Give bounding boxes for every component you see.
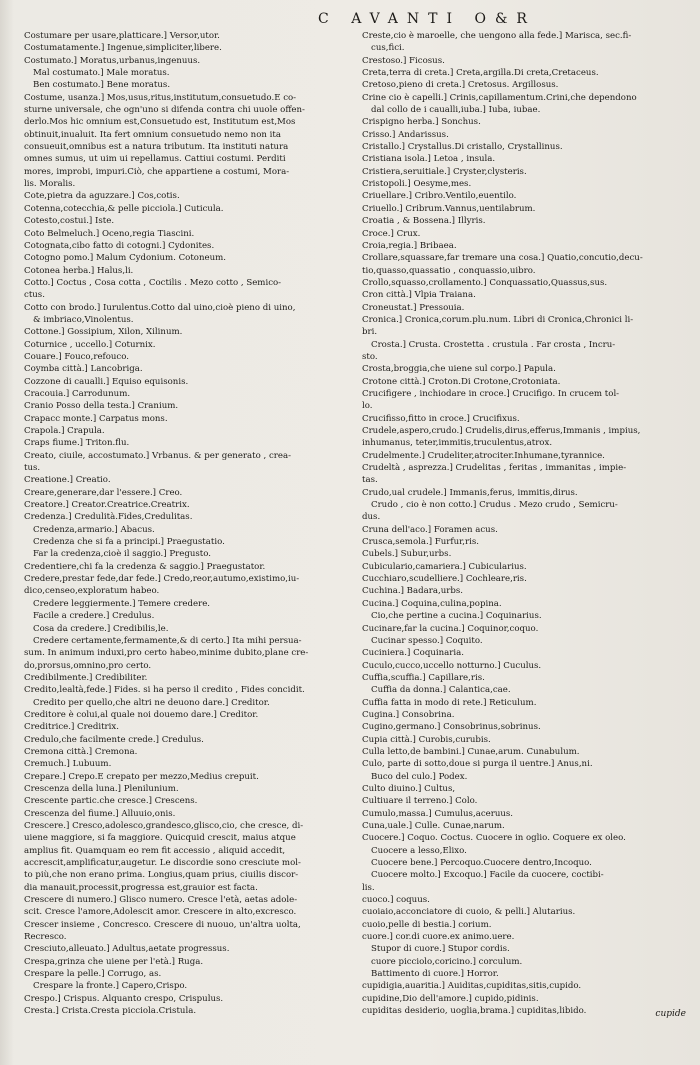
dictionary-entry: mores, improbi, impuri.Ciò, che appartiene a costumi, Mora-: [24, 166, 290, 177]
dictionary-entry: Cuocere.] Coquo. Coctus. Cuocere in oglio. Coquere ex oleo.: [362, 833, 626, 844]
dictionary-entry: cuoio,pelle di bestia.] corium.: [362, 919, 492, 930]
dictionary-entry: Cron città.] Vlpia Traiana.: [362, 290, 476, 301]
dictionary-entry: Crucifigere , inchiodare in croce.] Crucifigo. In crucem tol-: [362, 388, 620, 399]
dictionary-entry: Crollare,squassare,far tremare una cosa.] Quatio,concutio,decu-: [362, 253, 643, 264]
dictionary-entry: Crescente partic.che cresce.] Crescens.: [24, 796, 198, 807]
dictionary-entry: Credere,prestar fede,dar fede.] Credo,reor,autumo,existimo,iu-: [24, 574, 300, 585]
dictionary-entry: Crestoso.] Ficosus.: [362, 55, 445, 66]
dictionary-entry: Cristiera,seruitiale.] Cryster,clysteris.: [362, 166, 527, 177]
dictionary-entry: Crosta.] Crusta. Crostetta . crustula . Far crosta , Incru-: [371, 339, 616, 350]
dictionary-entry: Crispigno herba.] Sonchus.: [362, 117, 481, 128]
dictionary-entry: dia manauit,processit,progressa est,grauior est facta.: [24, 882, 258, 893]
dictionary-entry: Crapacc monte.] Carpatus mons.: [24, 413, 168, 424]
dictionary-entry: Cresta.] Crista.Cresta picciola.Cristula.: [24, 1006, 197, 1017]
dictionary-entry: Cremona città.] Cremona.: [24, 746, 138, 757]
dictionary-entry: scit. Cresce l'amore,Adolescit amor. Crescere in alto,excresco.: [24, 907, 297, 918]
dictionary-entry: cupidigia,auaritia.] Auiditas,cupiditas,sitis,cupido.: [362, 981, 582, 992]
dictionary-entry: Ben costumato.] Bene moratus.: [33, 80, 171, 91]
dictionary-entry: obtinuit,inualuit. Ita fert omnium consuetudo nemo non ita: [24, 129, 281, 140]
dictionary-entry: Crudele,aspero,crudo.] Crudelis,dirus,efferus,Immanis , impius,: [362, 426, 641, 436]
dictionary-entry: Cotenna,cotecchia,& pelle picciola.] Cuticula.: [24, 203, 224, 214]
dictionary-entry: Creatione.] Creatio.: [24, 475, 111, 486]
dictionary-entry: cuoiaio,acconciatore di cuoio, & pelli.] Alutarius.: [362, 907, 576, 918]
dictionary-entry: bri.: [362, 327, 378, 338]
dictionary-entry: Culto diuino.] Cultus,: [362, 783, 456, 794]
dictionary-entry: uiene maggiore, si fa maggiore. Quicquid crescit, maius atque: [24, 833, 296, 844]
dictionary-entry: Creste,cio è maroelle, che uengono alla fede.] Marisca, sec.fi-: [362, 31, 632, 41]
dictionary-entry: Cugino,germano.] Consobrinus,sobrinus.: [362, 722, 541, 733]
dictionary-entry: Crine cio è capelli.] Crinis,capillamentum.Crini,che dependono: [362, 92, 637, 103]
dictionary-entry: Cuocere a lesso,Elixo.: [371, 845, 467, 856]
dictionary-entry: Stupor di cuore.] Stupor cordis.: [371, 944, 510, 955]
dictionary-entry: Costumato.] Moratus,urbanus,ingenuus.: [24, 55, 201, 66]
dictionary-entry: cus,fici.: [371, 43, 405, 54]
dictionary-entry: Cristiana isola.] Letoa , insula.: [362, 154, 496, 165]
dictionary-entry: cupidine,Dio dell'amore.] cupido,pidinis.: [362, 993, 539, 1004]
dictionary-entry: Cotogno pomo.] Malum Cydonium. Cotoneum.: [24, 253, 227, 264]
dictionary-entry: Cuffia fatta in modo di rete.] Reticulum.: [362, 697, 537, 708]
dictionary-entry: Croia,regia.] Bribaea.: [362, 240, 457, 251]
dictionary-entry: Creato, ciuile, accostumato.] Vrbanus. & per generato , crea-: [24, 450, 291, 461]
dictionary-entry: sum. In animum induxi,pro certo habeo,minime dubito,plane cre-: [24, 648, 309, 659]
dictionary-entry: Cracouia.] Carrodunum.: [24, 388, 131, 399]
dictionary-entry: Cretoso,pieno di creta.] Cretosus. Argillosus.: [362, 80, 559, 91]
dictionary-entry: Cuchina.] Badara,urbs.: [362, 586, 463, 597]
dictionary-entry: Cuculo,cucco,uccello notturno.] Cuculus.: [362, 660, 542, 671]
dictionary-entry: Cranio Posso della testa.] Cranium.: [24, 401, 179, 412]
dictionary-entry: Cronica.] Cronica,corum.plu.num. Libri di Cronica,Chronici li-: [362, 314, 634, 325]
dictionary-entry: Credibilmente.] Credibiliter.: [24, 672, 148, 683]
dictionary-entry: lis.: [362, 882, 375, 893]
dictionary-entry: Cotto con brodo.] Iurulentus.Cotto dal uino,cioè pieno di uino,: [24, 302, 296, 313]
dictionary-entry: Creare,generare,dar l'essere.] Creo.: [24, 487, 183, 498]
dictionary-entry: Crespo.] Crispus. Alquanto crespo, Crispulus.: [24, 993, 224, 1004]
dictionary-entry: Cuna,uale.] Culle. Cunae,narum.: [362, 821, 505, 831]
dictionary-entry: tus.: [24, 463, 41, 474]
dictionary-entry: Credere certamente,fermamente,& di certo.] Ita mihi persua-: [33, 635, 302, 646]
dictionary-entry: Cresciuto,alleuato.] Adultus,aetate progressus.: [24, 944, 230, 955]
dictionary-entry: Crespare la fronte.] Capero,Crispo.: [33, 981, 188, 992]
dictionary-entry: Cristopoli.] Oesyme,mes.: [362, 179, 472, 190]
dictionary-entry: tio,quasso,quassatio , conquassio,uibro.: [362, 265, 536, 276]
dictionary-entry: Cucina.] Coquina,culina,popina.: [362, 598, 502, 609]
dictionary-entry: Creditrice.] Creditrix.: [24, 722, 119, 733]
dictionary-entry: Cuffia da donna.] Calantica,cae.: [371, 685, 511, 696]
dictionary-entry: Coturnice , uccello.] Coturnix.: [24, 339, 156, 350]
dictionary-entry: lis. Moralis.: [24, 179, 76, 190]
dictionary-entry: Cristallo.] Crystallus.Di cristallo, Crystallinus.: [362, 142, 563, 153]
dictionary-entry: Cio,che pertine a cucina.] Coquinarius.: [371, 611, 542, 622]
dictionary-entry: Culla letto,de bambini.] Cunae,arum. Cunabulum.: [362, 746, 580, 757]
dictionary-entry: Cumulo,massa.] Cumulus,aceruus.: [362, 808, 514, 819]
dictionary-entry: Cruna dell'aco.] Foramen acus.: [362, 524, 498, 535]
dictionary-entry: Crescenza della luna.] Plenilunium.: [24, 783, 179, 794]
dictionary-entry: Cotognata,cibo fatto di cotogni.] Cydonites.: [24, 240, 215, 251]
dictionary-entry: Crudo , cio è non cotto.] Crudus . Mezo crudo , Semicru-: [371, 500, 618, 511]
columns: [24, 30, 690, 1018]
dictionary-entry: Credito,lealtà,fede.] Fides. si ha perso il credito , Fides concidit.: [24, 685, 305, 696]
catchword: cupide: [655, 1009, 686, 1019]
dictionary-entry: Crudo,ual crudele.] Immanis,ferus, immitis,dirus.: [362, 487, 578, 498]
dictionary-entry: sturne universale, che ogn'uno si difenda contra chi uuole offen-: [24, 105, 305, 116]
dictionary-entry: dico,censeo,exploratum habeo.: [24, 586, 160, 597]
dictionary-entry: Crescenza del fiume.] Alluuio,onis.: [24, 808, 176, 819]
dictionary-entry: Cosa da credere.] Credibilis,le.: [33, 623, 169, 634]
dictionary-entry: Criuello.] Cribrum.Vannus,uentilabrum.: [362, 203, 536, 214]
dictionary-entry: lo.: [362, 401, 373, 412]
dictionary-entry: Creatore.] Creator.Creatrice.Creatrix.: [24, 500, 190, 511]
dictionary-entry: Recresco.: [24, 932, 67, 943]
dictionary-entry: & imbriaco,Vinolentus.: [33, 314, 134, 325]
dictionary-entry: Croatia , & Bossena.] Illyris.: [362, 216, 486, 227]
dictionary-entry: Far la credenza,cioè il saggio.] Pregusto.: [33, 549, 211, 560]
dictionary-entry: Croce.] Crux.: [362, 228, 421, 239]
dictionary-entry: sto.: [362, 351, 378, 362]
dictionary-entry: Mal costumato.] Male moratus.: [33, 68, 170, 79]
dictionary-entry: Crespare la pelle.] Corrugo, as.: [24, 969, 162, 980]
dictionary-entry: Crudeltà , asprezza.] Crudelitas , feritas , immanitas , impie-: [362, 463, 627, 474]
dictionary-entry: Crescere.] Cresco,adolesco,grandesco,glisco,cio, che cresce, di-: [24, 821, 304, 831]
dictionary-entry: Cucinar spesso.] Coquito.: [371, 635, 483, 646]
dictionary-entry: inhumanus, teter,immitis,truculentus,atrox.: [362, 438, 553, 449]
dictionary-entry: Credenza che si fa a principi.] Praegustatio.: [33, 537, 225, 548]
dictionary-entry: Credito per quello,che altri ne deuono dare.] Creditor.: [33, 697, 270, 708]
dictionary-entry: Croneustat.] Pressouia.: [362, 302, 465, 313]
dictionary-entry: Crucifisso,fitto in croce.] Crucifixus.: [362, 413, 520, 424]
dictionary-entry: Cotesto,costui.] Iste.: [24, 216, 115, 227]
dictionary-entry: Crudelmente.] Crudeliter,atrociter.Inhumane,tyrannice.: [362, 450, 605, 461]
dictionary-entry: Credenza.] Credulità.Fides,Credulitas.: [24, 512, 193, 523]
dictionary-entry: Cotonea herba.] Halus,li.: [24, 265, 134, 276]
dictionary-entry: Crotone città.] Croton.Di Crotone,Crotoniata.: [362, 376, 561, 387]
dictionary-entry: Battimento di cuore.] Horror.: [371, 969, 499, 980]
dictionary-entry: Cottone.] Gossipium, Xilon, Xilinum.: [24, 327, 183, 338]
dictionary-entry: Cucchiaro,scudelliere.] Cochleare,ris.: [362, 574, 527, 585]
dictionary-entry: Coymba città.] Lancobriga.: [24, 364, 143, 375]
dictionary-entry: Cubiculario,camariera.] Cubicularius.: [362, 561, 527, 572]
dictionary-entry: Cugina.] Consobrina.: [362, 709, 455, 720]
dictionary-entry: Facile a credere.] Credulus.: [33, 611, 155, 622]
dictionary-entry: Crusca,semola.] Furfur,ris.: [362, 537, 480, 548]
dictionary-entry: cuore.] cor.di cuore.ex animo.uere.: [362, 932, 515, 943]
dictionary-entry: Cote,pietra da aguzzare.] Cos,cotis.: [24, 191, 180, 202]
dictionary-entry: Cuffia,scuffia.] Capillare,ris.: [362, 672, 485, 683]
dictionary-entry: cuore picciolo,coricino.] corculum.: [371, 956, 523, 967]
dictionary-entry: Cultiuare il terreno.] Colo.: [362, 796, 478, 807]
dictionary-entry: Craps fiume.] Triton.flu.: [24, 438, 130, 449]
dictionary-entry: ctus.: [24, 290, 45, 301]
dictionary-entry: Costumare per usare,platticare.] Versor,utor.: [24, 31, 220, 41]
dictionary-entry: Crespa,grinza che uiene per l'età.] Ruga.: [24, 956, 204, 967]
dictionary-entry: Crosta,broggia,che uiene sul corpo.] Papula.: [362, 364, 556, 375]
dictionary-entry: Crollo,squasso,crollamento.] Conquassatio,Quassus,sus.: [362, 277, 608, 288]
dictionary-entry: Cotto.] Coctus , Cosa cotta , Coctilis . Mezo cotto , Semico-: [24, 277, 282, 288]
dictionary-entry: Costume, usanza.] Mos,usus,ritus,institutum,consuetudo.E co-: [24, 92, 297, 103]
dictionary-entry: Crapola.] Crapula.: [24, 426, 105, 436]
dictionary-entry: Criuellare.] Cribro.Ventilo,euentilo.: [362, 191, 517, 202]
dictionary-entry: accrescit,amplificatur,augetur. Le discordie sono cresciute mol-: [24, 858, 301, 869]
dictionary-entry: Crisso.] Andarissus.: [362, 129, 449, 140]
dictionary-entry: Crepare.] Crepo.E crepato per mezzo,Medius crepuit.: [24, 771, 259, 782]
dictionary-entry: tas.: [362, 475, 378, 486]
dictionary-entry: Credulo,che facilmente crede.] Credulus.: [24, 734, 204, 745]
dictionary-entry: Culo, parte di sotto,doue si purga il uentre.] Anus,ni.: [362, 759, 593, 770]
dictionary-entry: Crescere di numero.] Glisco numero. Cresce l'età, aetas adole-: [24, 895, 298, 906]
dictionary-entry: cuoco.] coquus.: [362, 895, 430, 906]
dictionary-entry: to più,che non erano prima. Longius,quam prius, ciuilis discor-: [24, 870, 299, 881]
dictionary-entry: Cupia città.] Curobis,curubis.: [362, 734, 491, 745]
dictionary-entry: do,prorsus,omnino,pro certo.: [24, 660, 152, 671]
dictionary-entry: Creta,terra di creta.] Creta,argilla.Di creta,Cretaceus.: [362, 68, 599, 79]
dictionary-entry: Coto Belmeluch.] Oceno,regia Tiascini.: [24, 228, 195, 239]
dictionary-entry: Buco del culo.] Podex.: [371, 771, 468, 782]
right-column: [362, 30, 690, 1018]
dictionary-entry: amplius fit. Quamquam eo rem fit accessio , aliquid accedit,: [24, 845, 286, 856]
dictionary-entry: cupiditas desiderio, uoglia,brama.] cupiditas,libido.: [362, 1006, 587, 1017]
dictionary-entry: Cubels.] Subur,urbs.: [362, 549, 452, 560]
dictionary-entry: Cremuch.] Lubuum.: [24, 759, 112, 770]
dictionary-entry: Crescer insieme , Concresco. Crescere di nuouo, un'altra uolta,: [24, 919, 301, 930]
running-head: C AVANTI O&R: [318, 11, 536, 27]
dictionary-entry: Cozzone di caualli.] Equiso equisonis.: [24, 376, 189, 387]
dictionary-entry: derlo.Mos hic omnium est,Consuetudo est, Institutum est,Mos: [24, 117, 296, 128]
dictionary-entry: Credenza,armario.] Abacus.: [33, 524, 155, 535]
dictionary-entry: Cucinare,far la cucina.] Coquinor,coquo.: [362, 623, 539, 634]
left-column: [24, 30, 352, 1018]
dictionary-entry: Cuciniera.] Coquinaria.: [362, 648, 464, 659]
dictionary-entry: Costumatamente.] Ingenue,simpliciter,libere.: [24, 43, 222, 54]
dictionary-entry: Couare.] Fouco,refouco.: [24, 351, 129, 362]
dictionary-entry: dus.: [362, 512, 381, 523]
dictionary-entry: omnes sumus, ut uim ui repellamus. Cattiui costumi. Perditi: [24, 154, 286, 165]
dictionary-entry: Cuocere bene.] Percoquo.Cuocere dentro,Incoquo.: [371, 858, 592, 869]
dictionary-entry: Cuocere molto.] Excoquo.] Facile da cuocere, coctibi-: [371, 870, 604, 881]
dictionary-entry: consueuit,omnibus est a natura tributum. Ita instituti natura: [24, 142, 289, 153]
dictionary-entry: Credere leggiermente.] Temere credere.: [33, 598, 211, 609]
dictionary-entry: dal collo de i caualli,iuba.] Iuba, iubae.: [371, 105, 541, 116]
dictionary-entry: Credentiere,chi fa la credenza & saggio.] Praegustator.: [24, 561, 266, 572]
dictionary-entry: Creditore è colui,al quale noi douemo dare.] Creditor.: [24, 709, 259, 720]
